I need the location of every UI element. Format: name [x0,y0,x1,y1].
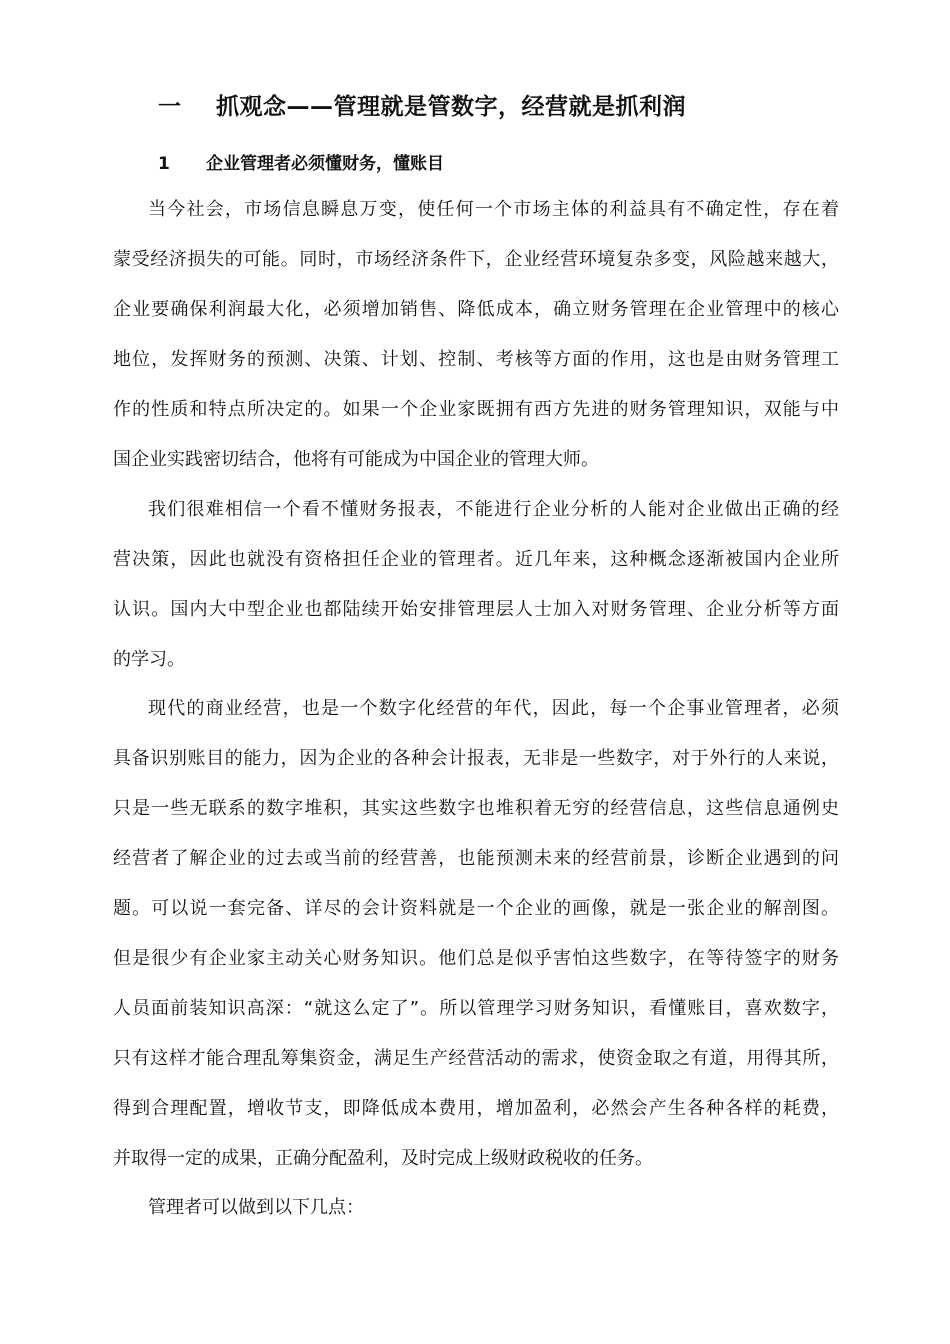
paragraph-line: 当今社会，市场信息瞬息万变，使任何一个市场主体的利益具有不确定性，存在着 [148,199,839,220]
paragraph-1 [113,185,839,485]
paragraph-line: 营决策，因此也就没有资格担任企业的管理者。近几年来，这种概念逐渐被国内企业所 [113,549,839,570]
paragraph-line: 题。可以说一套完备、详尽的会计资料就是一个企业的画像，就是一张企业的解剖图。 [113,898,839,919]
paragraph-line: 只有这样才能合理乱筹集资金，满足生产经营活动的需求，使资金取之有道，用得其所， [113,1048,839,1069]
paragraph-line: 蒙受经济损失的可能。同时，市场经济条件下，企业经营环境复杂多变，风险越来越大， [113,249,839,270]
paragraph-line: 现代的商业经营，也是一个数字化经营的年代，因此，每一个企事业管理者，必须 [148,698,839,719]
section-number: 一 [158,94,182,120]
paragraph-line: 得到合理配置，增收节支，即降低成本费用，增加盈利，必然会产生各种各样的耗费， [113,1098,839,1119]
paragraph-line: 企业要确保利润最大化，必须增加销售、降低成本，确立财务管理在企业管理中的核心 [113,299,839,320]
paragraph-4 [113,1183,839,1233]
section-heading [158,88,686,121]
paragraph-line: 我们很难相信一个看不懂财务报表，不能进行企业分析的人能对企业做出正确的经 [148,499,839,520]
paragraph-line: 国企业实践密切结合，他将有可能成为中国企业的管理大师。 [113,449,599,470]
paragraph-line: 的学习。 [113,649,185,670]
paragraph-line: 管理者可以做到以下几点： [148,1197,364,1218]
section-title: 抓观念——管理就是管数字，经营就是抓利润 [216,94,686,120]
paragraph-line: 人员面前装知识高深：“就这么定了”。所以管理学习财务知识，看懂账目，喜欢数字， [113,998,839,1019]
paragraph-line: 认识。国内大中型企业也都陆续开始安排管理层人士加入对财务管理、企业分析等方面 [113,599,839,620]
paragraph-line: 经营者了解企业的过去或当前的经营善，也能预测未来的经营前景，诊断企业遇到的问 [113,848,839,869]
subsection-heading [158,149,444,174]
paragraph-line: 作的性质和特点所决定的。如果一个企业家既拥有西方先进的财务管理知识，双能与中 [113,399,839,420]
subsection-title: 企业管理者必须懂财务，懂账目 [206,154,444,174]
paragraph-line: 只是一些无联系的数字堆积，其实这些数字也堆积着无穷的经营信息，这些信息通例史 [113,798,839,819]
paragraph-line: 但是很少有企业家主动关心财务知识。他们总是似乎害怕这些数字，在等待签字的财务 [113,948,839,969]
paragraph-2 [113,485,839,685]
paragraph-3 [113,684,839,1184]
paragraph-line: 并取得一定的成果，正确分配盈利，及时完成上级财政税收的任务。 [113,1148,653,1169]
subsection-number: 1 [158,154,170,174]
paragraph-line: 地位，发挥财务的预测、决策、计划、控制、考核等方面的作用，这也是由财务管理工 [113,349,839,370]
paragraph-line: 具备识别账目的能力，因为企业的各种会计报表，无非是一些数字，对于外行的人来说， [113,748,839,769]
